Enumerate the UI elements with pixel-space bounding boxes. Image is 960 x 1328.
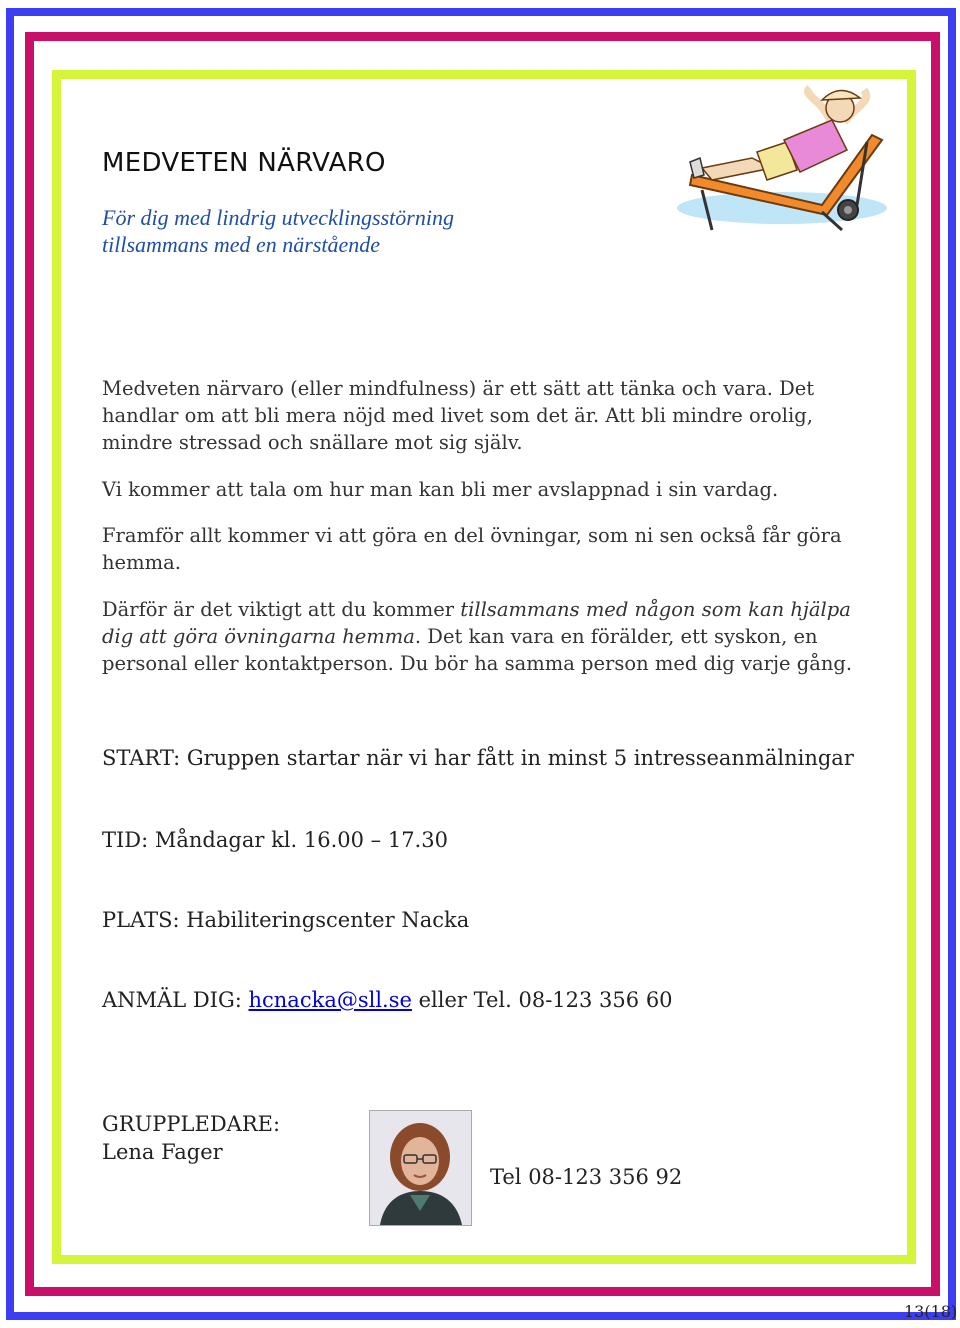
companion-emphasis: tillsammans med någon som kan hjälpa <box>460 598 851 621</box>
companion-paragraph <box>102 596 902 677</box>
companion-line: personal eller kontaktperson. Du bör ha samma person med dig varje gång. <box>102 652 853 675</box>
subtitle-line-2: tillsammans med en närstående <box>102 232 381 257</box>
start-info: START: Gruppen startar när vi har fått in minst 5 intresseanmälningar <box>102 746 854 770</box>
intro-line: mindre stressad och snällare mot sig själv. <box>102 431 523 454</box>
companion-line <box>102 596 902 623</box>
page-subtitle <box>102 204 454 258</box>
companion-line <box>102 623 902 650</box>
companion-text: . Det kan vara en förälder, ett syskon, en <box>414 625 818 648</box>
relax-paragraph: Vi kommer att tala om hur man kan bli mer avslappnad i sin vardag. <box>102 478 779 501</box>
group-leader-phone: Tel 08-123 356 92 <box>490 1165 683 1189</box>
exercises-line: Framför allt kommer vi att göra en del övningar, som ni sen också får göra <box>102 524 842 547</box>
companion-emphasis: dig att göra övningarna hemma <box>102 625 415 648</box>
group-leader-name: Lena Fager <box>102 1140 223 1164</box>
signup-email-link[interactable]: hcnacka@sll.se <box>248 988 412 1012</box>
signup-info <box>102 988 673 1012</box>
group-leader <box>102 1110 280 1166</box>
subtitle-line-1: För dig med lindrig utvecklingsstörning <box>102 205 454 230</box>
page-number: 13(18) <box>904 1302 958 1321</box>
signup-phone: eller Tel. 08-123 356 60 <box>411 988 673 1012</box>
intro-line: Medveten närvaro (eller mindfulness) är ett sätt att tänka och vara. Det <box>102 377 815 400</box>
sunlounger-clipart-icon <box>672 80 892 240</box>
exercises-line: hemma. <box>102 551 181 574</box>
intro-line: handlar om att bli mera nöjd med livet som det är. Att bli mindre orolig, <box>102 404 813 427</box>
group-leader-label: GRUPPLEDARE: <box>102 1112 281 1136</box>
companion-text: Därför är det viktigt att du kommer <box>102 598 461 621</box>
intro-paragraph <box>102 375 902 456</box>
signup-label: ANMÄL DIG: <box>102 988 249 1012</box>
time-info: TID: Måndagar kl. 16.00 – 17.30 <box>102 828 448 852</box>
exercises-paragraph <box>102 522 902 576</box>
group-leader-photo <box>369 1110 472 1226</box>
portrait-icon <box>370 1111 471 1225</box>
place-info: PLATS: Habiliteringscenter Nacka <box>102 908 470 932</box>
page-title: MEDVETEN NÄRVARO <box>102 148 386 178</box>
